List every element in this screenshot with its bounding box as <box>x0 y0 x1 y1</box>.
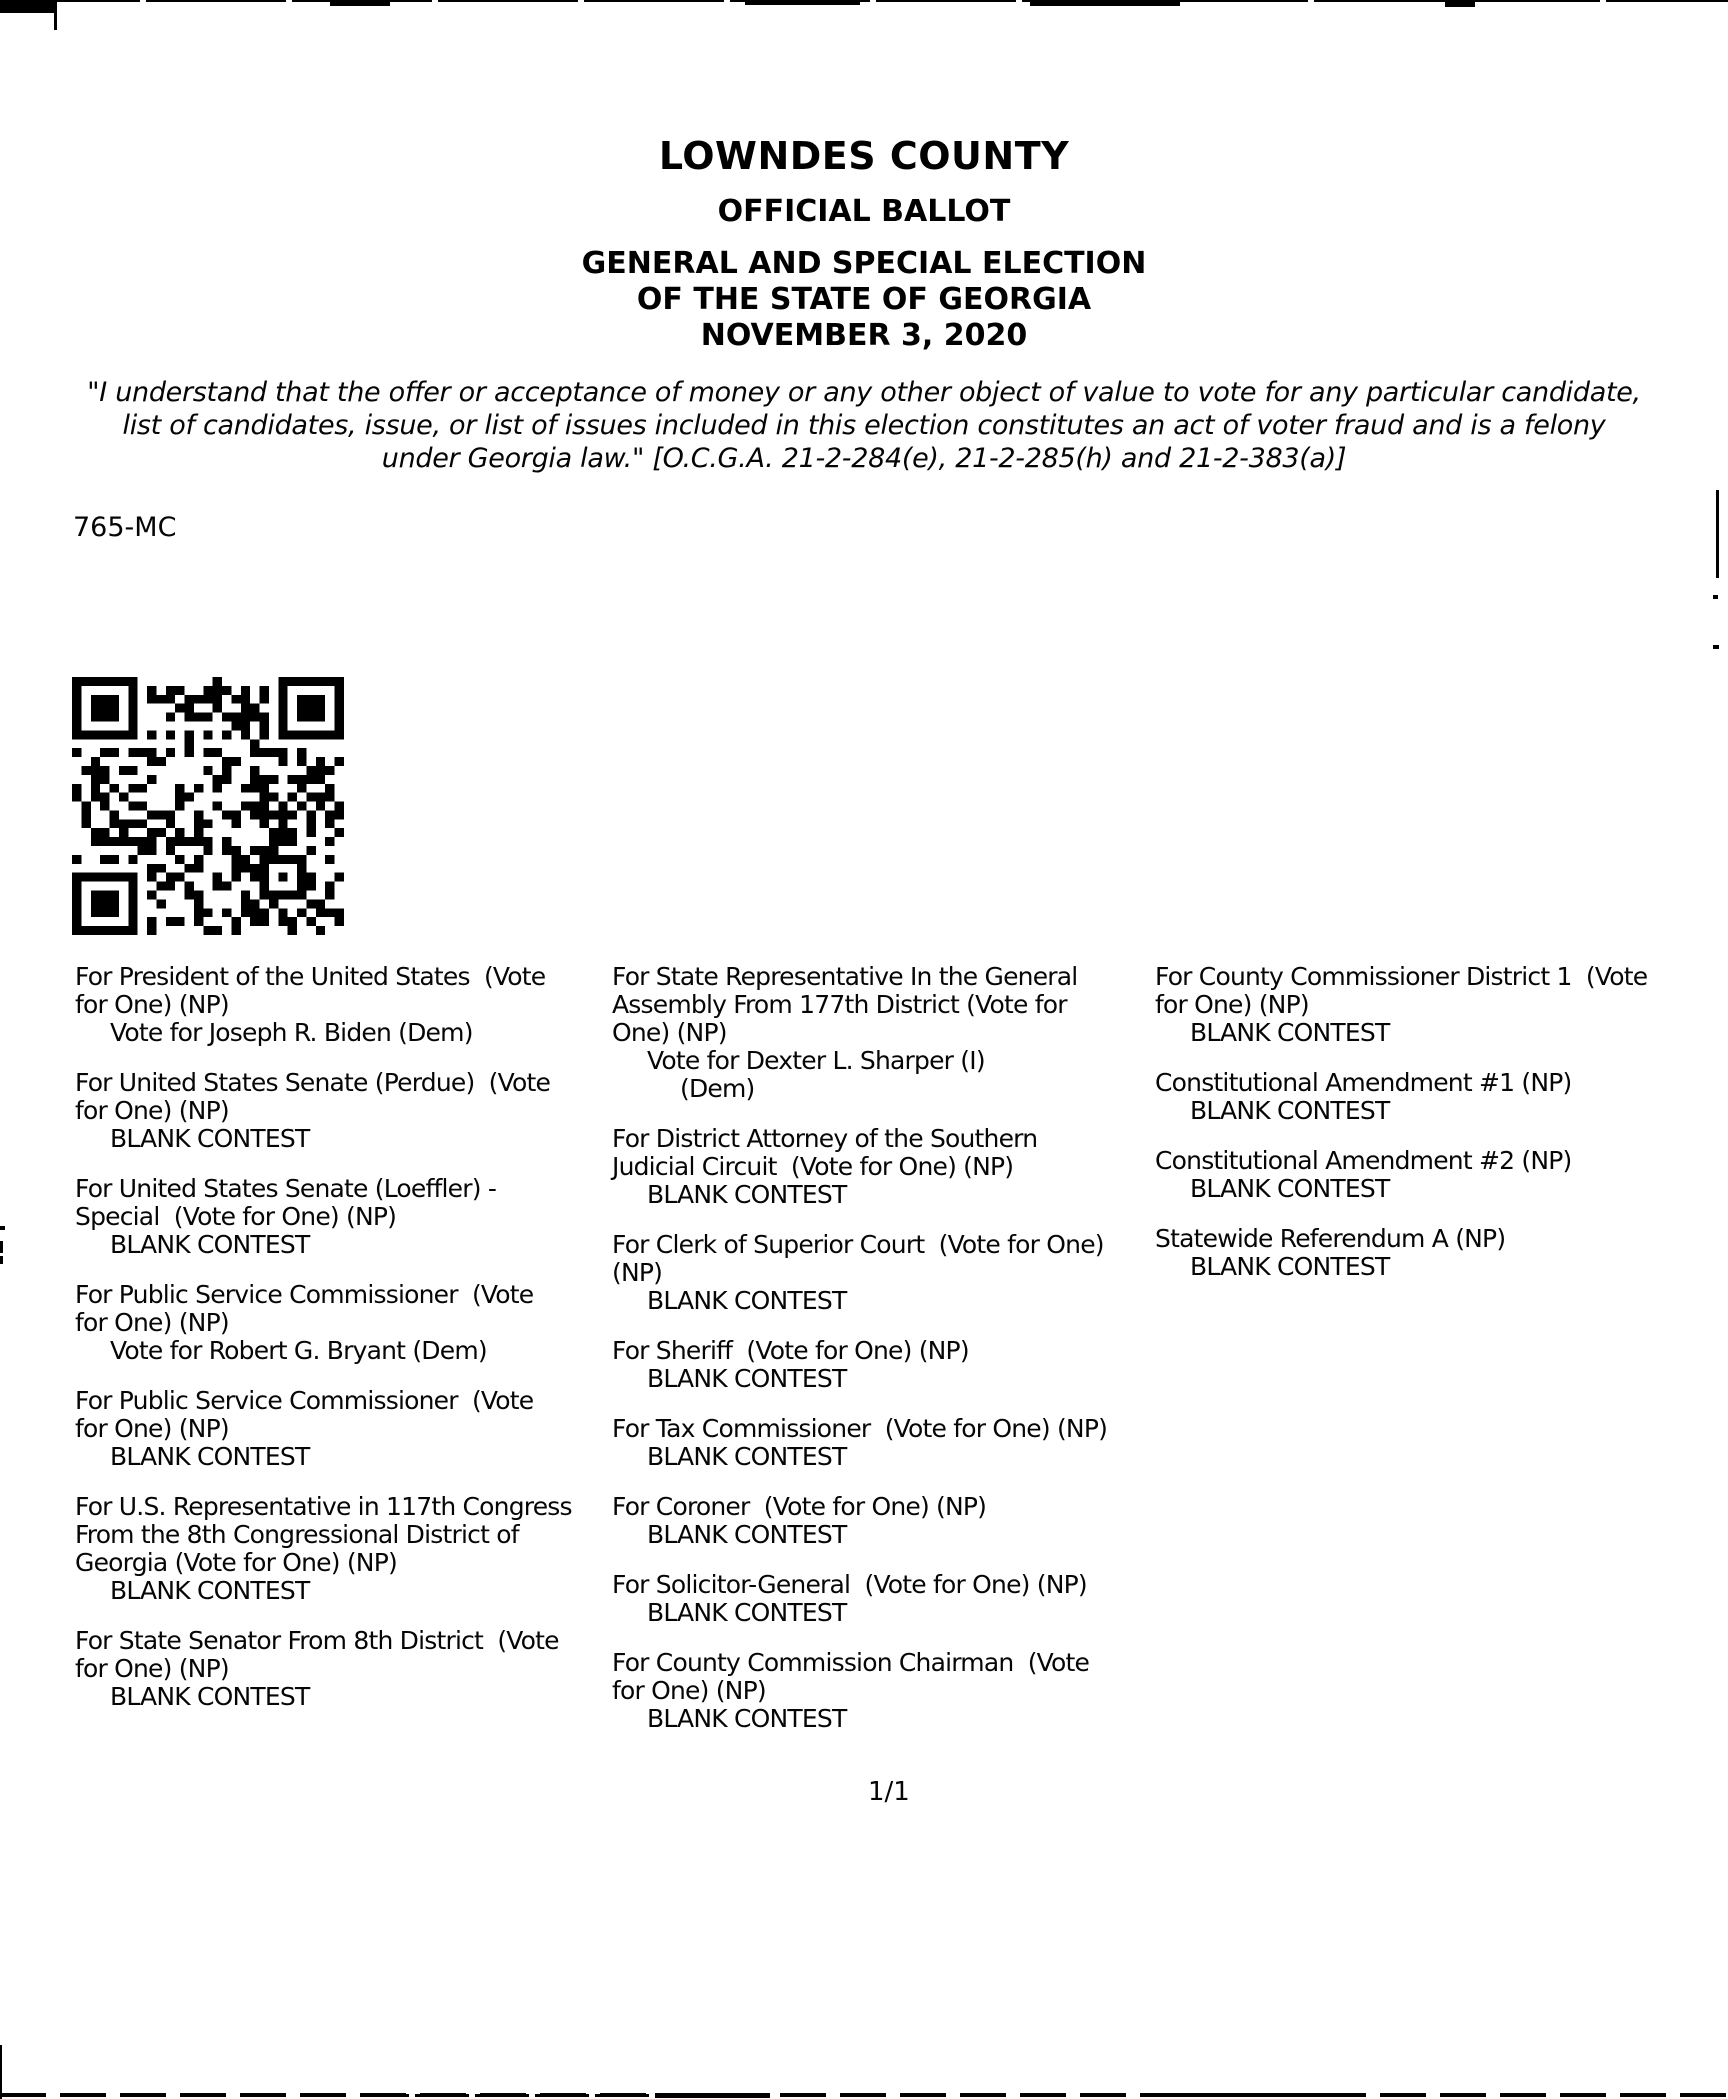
ballot-type-title: OFFICIAL BALLOT <box>717 194 1011 229</box>
contest-title-line: for One) (NP) <box>75 1308 229 1337</box>
scan-artifact-right-dot-1 <box>1713 595 1718 599</box>
contest-block <box>75 1175 612 1259</box>
contest-title-line: For Coroner (Vote for One) (NP) <box>612 1492 987 1521</box>
contest-block <box>612 963 1155 1103</box>
scan-artifact-left-tick-3 <box>0 1256 3 1264</box>
contest-blank-label: BLANK CONTEST <box>110 1576 310 1605</box>
scan-artifact-bottom-dashes <box>0 2093 1728 2097</box>
contest-title-line: For District Attorney of the Southern <box>612 1124 1038 1153</box>
contest-title-line: For State Representative In the General <box>612 962 1078 991</box>
contest-title-line: Constitutional Amendment #2 (NP) <box>1155 1146 1572 1175</box>
contest-column <box>75 963 612 1755</box>
contest-blank-label: BLANK CONTEST <box>110 1230 310 1259</box>
contest-block <box>612 1571 1155 1627</box>
contest-block <box>75 1069 612 1153</box>
scan-artifact-left-tick-1 <box>0 1226 5 1230</box>
contest-selection: Vote for Joseph R. Biden (Dem) <box>110 1018 473 1047</box>
scan-artifact-top-blob-1 <box>330 0 390 6</box>
contest-block <box>1155 963 1728 1047</box>
election-title-line-3: NOVEMBER 3, 2020 <box>700 318 1028 353</box>
contest-blank-label: BLANK CONTEST <box>110 1442 310 1471</box>
contest-blank-label: BLANK CONTEST <box>647 1520 847 1549</box>
contest-block <box>612 1493 1155 1549</box>
contest-blank-label: BLANK CONTEST <box>110 1682 310 1711</box>
contest-blank-label: BLANK CONTEST <box>647 1180 847 1209</box>
scan-artifact-right-line <box>1716 490 1719 578</box>
contest-title-line: for One) (NP) <box>75 990 229 1019</box>
contest-blank-label: BLANK CONTEST <box>647 1364 847 1393</box>
contest-title-line: Judicial Circuit (Vote for One) (NP) <box>612 1152 1014 1181</box>
contest-title-line: Assembly From 177th District (Vote for <box>612 990 1067 1019</box>
contest-title-line: (NP) <box>612 1258 663 1287</box>
voter-fraud-notice-line-1: "I understand that the offer or acceptance of money or any other object of value to vote for any particular candidate, <box>87 377 1641 408</box>
page-number: 1/1 <box>868 1777 910 1807</box>
contest-block <box>75 1627 612 1711</box>
contest-title-line: For Clerk of Superior Court (Vote for One) <box>612 1230 1104 1259</box>
scan-artifact-top-left-block <box>0 0 55 13</box>
contest-blank-label: BLANK CONTEST <box>1190 1174 1390 1203</box>
contest-title-line: For State Senator From 8th District (Vote <box>75 1626 559 1655</box>
contest-blank-label: BLANK CONTEST <box>1190 1252 1390 1281</box>
scan-artifact-top-blob-3 <box>1030 0 1180 6</box>
contest-column <box>612 963 1155 1755</box>
qr-code <box>72 677 344 935</box>
scan-artifact-top-blob-4 <box>1445 0 1475 7</box>
election-title-line-2: OF THE STATE OF GEORGIA <box>636 282 1092 317</box>
contest-title-line: For County Commission Chairman (Vote <box>612 1648 1090 1677</box>
contest-block <box>612 1231 1155 1315</box>
scan-artifact-right-dot-2 <box>1713 645 1719 649</box>
contest-title-line: For Tax Commissioner (Vote for One) (NP) <box>612 1414 1108 1443</box>
voter-fraud-notice-line-3: under Georgia law." [O.C.G.A. 21-2-284(e), 21-2-285(h) and 21-2-383(a)] <box>381 443 1347 474</box>
contest-block <box>1155 1069 1728 1125</box>
election-title <box>0 246 1728 354</box>
contest-block <box>1155 1225 1728 1281</box>
contest-title-line: For Solicitor-General (Vote for One) (NP) <box>612 1570 1087 1599</box>
contest-blank-label: BLANK CONTEST <box>1190 1096 1390 1125</box>
contest-title-line: One) (NP) <box>612 1018 727 1047</box>
contest-title-line: For Public Service Commissioner (Vote <box>75 1280 534 1309</box>
scan-artifact-top-left-tick <box>54 0 57 30</box>
contest-title-line: For U.S. Representative in 117th Congress <box>75 1492 572 1521</box>
contest-title-line: For County Commissioner District 1 (Vote <box>1155 962 1648 991</box>
contest-area <box>75 963 1728 1755</box>
contest-block <box>612 1337 1155 1393</box>
contest-block <box>1155 1147 1728 1203</box>
contest-block <box>612 1649 1155 1733</box>
scan-artifact-left-tick-2 <box>0 1241 3 1253</box>
contest-title-line: for One) (NP) <box>1155 990 1309 1019</box>
contest-title-line: Statewide Referendum A (NP) <box>1155 1224 1506 1253</box>
scan-artifact-top-blob-2 <box>745 0 860 5</box>
voter-fraud-notice <box>0 376 1728 475</box>
contest-block <box>75 1281 612 1365</box>
ballot-style-code: 765-MC <box>73 512 177 543</box>
contest-title-line: Georgia (Vote for One) (NP) <box>75 1548 397 1577</box>
contest-title-line: For United States Senate (Loeffler) - <box>75 1174 497 1203</box>
contest-title-line: Constitutional Amendment #1 (NP) <box>1155 1068 1572 1097</box>
contest-title-line: For Sheriff (Vote for One) (NP) <box>612 1336 969 1365</box>
contest-blank-label: BLANK CONTEST <box>1190 1018 1390 1047</box>
scan-artifact-bottom-solid-1 <box>655 2093 770 2098</box>
contest-title-line: For United States Senate (Perdue) (Vote <box>75 1068 551 1097</box>
contest-blank-label: BLANK CONTEST <box>647 1286 847 1315</box>
scan-artifact-bottom-dots <box>400 2094 650 2097</box>
contest-blank-label: BLANK CONTEST <box>647 1442 847 1471</box>
contest-blank-label: BLANK CONTEST <box>647 1704 847 1733</box>
scan-artifact-bottom-left-line <box>0 2045 2 2099</box>
voter-fraud-notice-line-2: list of candidates, issue, or list of issues included in this election constitutes an act of voter fraud and is a felony <box>122 410 1606 441</box>
contest-blank-label: BLANK CONTEST <box>647 1598 847 1627</box>
county-title: LOWNDES COUNTY <box>658 134 1070 178</box>
contest-selection: Vote for Dexter L. Sharper (I) <box>647 1046 985 1075</box>
contest-title-line: From the 8th Congressional District of <box>75 1520 519 1549</box>
contest-title-line: Special (Vote for One) (NP) <box>75 1202 397 1231</box>
contest-block <box>612 1415 1155 1471</box>
contest-selection: Vote for Robert G. Bryant (Dem) <box>110 1336 487 1365</box>
election-title-line-1: GENERAL AND SPECIAL ELECTION <box>581 246 1147 281</box>
contest-title-line: For Public Service Commissioner (Vote <box>75 1386 534 1415</box>
contest-block <box>612 1125 1155 1209</box>
contest-selection: (Dem) <box>680 1074 755 1103</box>
contest-title-line: for One) (NP) <box>612 1676 766 1705</box>
contest-title-line: For President of the United States (Vote <box>75 962 546 991</box>
contest-title-line: for One) (NP) <box>75 1096 229 1125</box>
contest-block <box>75 1387 612 1471</box>
contest-title-line: for One) (NP) <box>75 1414 229 1443</box>
contest-block <box>75 1493 612 1605</box>
contest-title-line: for One) (NP) <box>75 1654 229 1683</box>
contest-block <box>75 963 612 1047</box>
scan-artifact-bottom-solid-2 <box>1150 2093 1335 2097</box>
contest-blank-label: BLANK CONTEST <box>110 1124 310 1153</box>
contest-column <box>1155 963 1728 1755</box>
